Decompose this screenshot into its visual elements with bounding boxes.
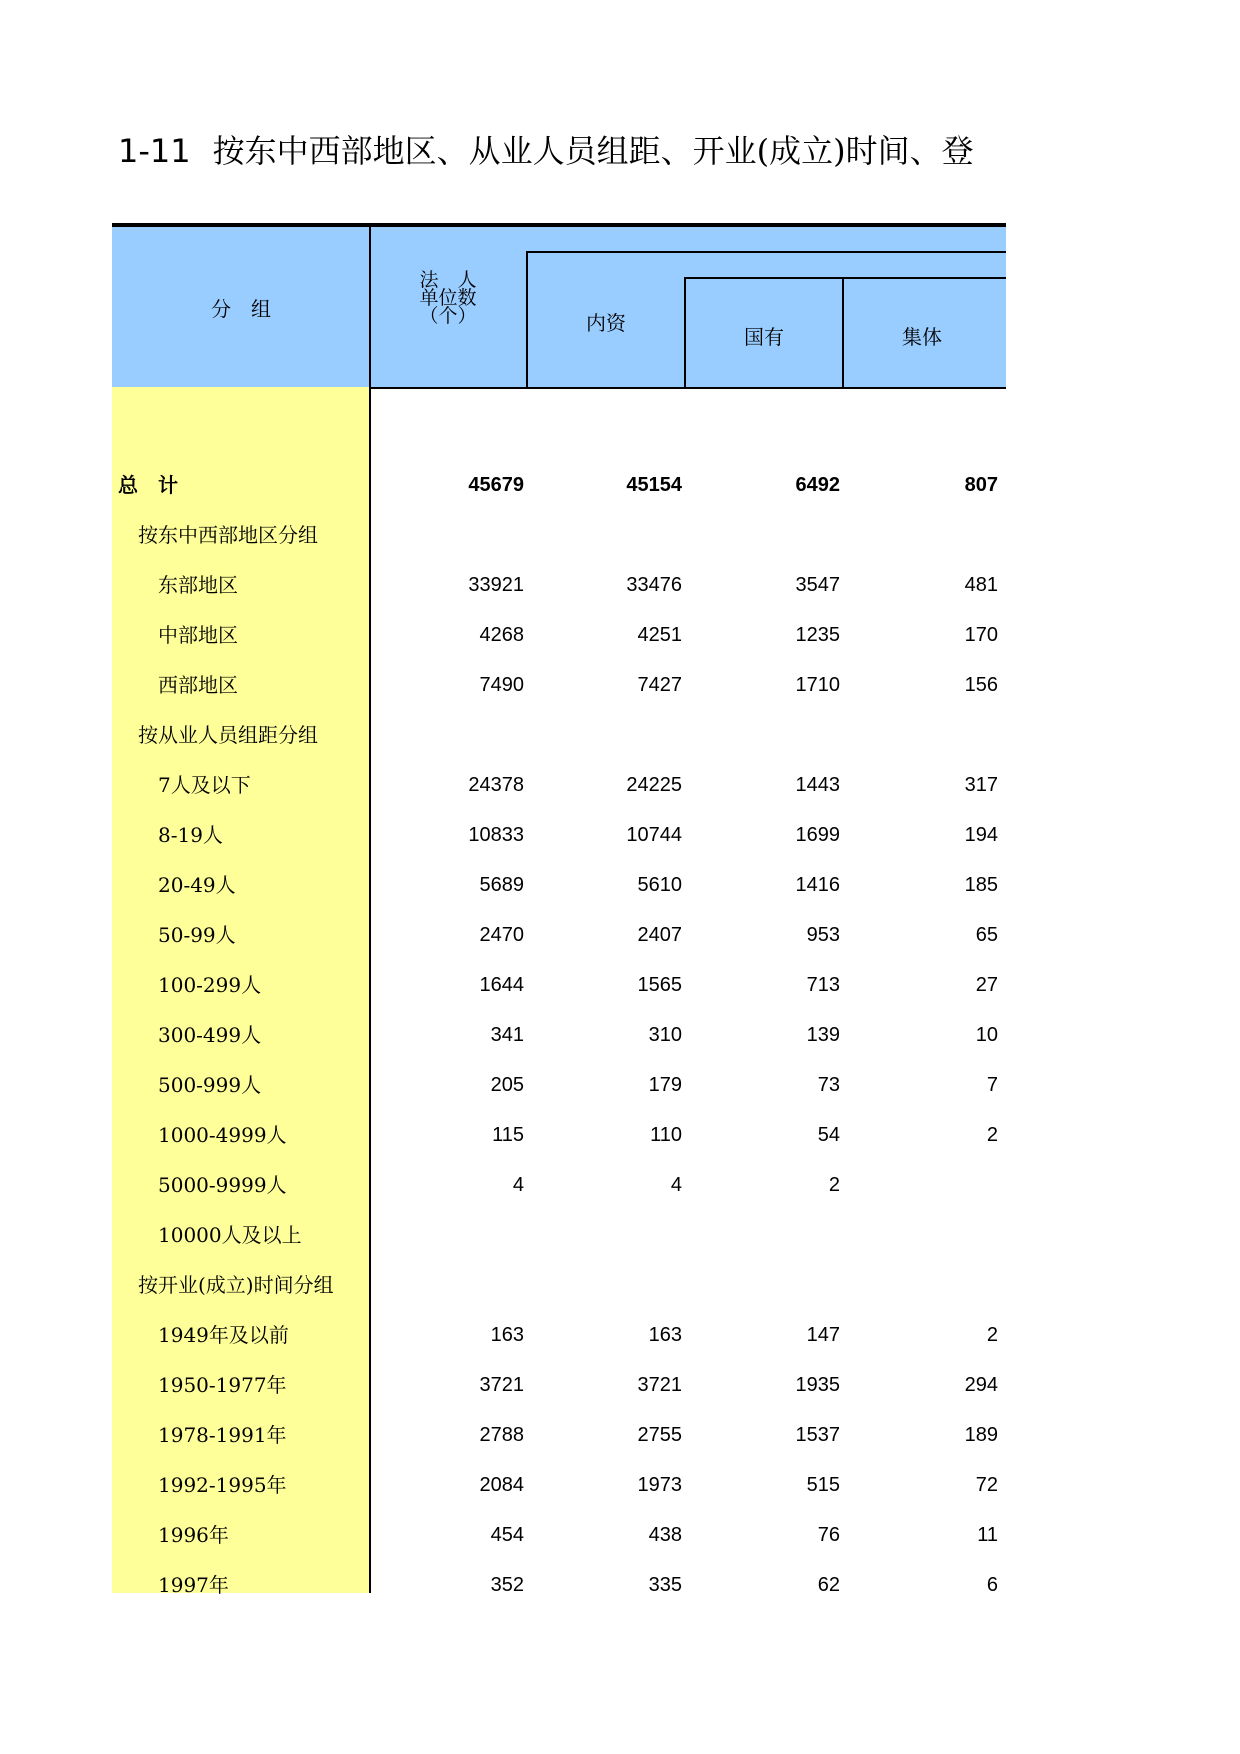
row-label: 总 计 [118, 473, 178, 497]
cell-domestic: 179 [648, 1074, 682, 1096]
cell-collective: 10 [975, 1024, 998, 1046]
cell-state-owned: 2 [828, 1174, 840, 1196]
cell-legal-units: 341 [490, 1024, 524, 1046]
cell-collective: 7 [986, 1074, 998, 1096]
cell-collective [738, 1260, 998, 1310]
table-row [112, 560, 1006, 610]
cell-collective [738, 710, 998, 760]
row-label: 按东中西部地区分组 [138, 523, 318, 547]
cell-legal-units: 163 [490, 1324, 524, 1346]
table-row [112, 460, 1006, 510]
table-row [112, 1410, 1006, 1460]
table-row [112, 1460, 1006, 1510]
cell-domestic: 163 [648, 1324, 682, 1346]
table-row [112, 1110, 1006, 1160]
row-label: 10000人及以上 [158, 1223, 302, 1247]
cell-legal-units: 352 [490, 1574, 524, 1596]
table-row [112, 1310, 1006, 1360]
row-label: 1978-1991年 [158, 1423, 287, 1447]
cell-domestic: 2407 [637, 924, 682, 946]
table-row [112, 860, 1006, 910]
cell-collective: 65 [975, 924, 998, 946]
cell-collective [738, 1210, 998, 1260]
cell-state-owned: 1416 [795, 874, 840, 896]
table-row [112, 1210, 1006, 1260]
table-title-text: 按东中西部地区、从业人员组距、开业(成立)时间、登 [212, 132, 974, 170]
cell-collective [738, 510, 998, 560]
cell-legal-units: 454 [490, 1524, 524, 1546]
cell-legal-units: 10833 [468, 824, 524, 846]
cell-state-owned: 73 [817, 1074, 840, 1096]
table-row [112, 660, 1006, 710]
cell-legal-units: 1644 [479, 974, 524, 996]
cell-legal-units: 4268 [479, 624, 524, 646]
cell-collective: 294 [964, 1374, 998, 1396]
table-row [112, 1060, 1006, 1110]
cell-legal-units: 2470 [479, 924, 524, 946]
table-number: 1-11 [118, 132, 191, 170]
cell-state-owned: 1443 [795, 774, 840, 796]
table-body [112, 460, 1006, 1610]
row-label: 1992-1995年 [158, 1473, 287, 1497]
table-row [112, 1160, 1006, 1210]
cell-domestic: 5610 [637, 874, 682, 896]
row-label: 1997年 [158, 1573, 229, 1597]
cell-legal-units: 2084 [479, 1474, 524, 1496]
cell-collective: 170 [964, 624, 998, 646]
cell-state-owned: 147 [806, 1324, 840, 1346]
cell-collective: 11 [977, 1524, 998, 1546]
data-table [112, 223, 1006, 1597]
row-label: 50-99人 [158, 923, 236, 947]
table-row [112, 1010, 1006, 1060]
cell-domestic: 335 [648, 1574, 682, 1596]
cell-domestic: 10744 [626, 824, 682, 846]
cell-legal-units: 7490 [479, 674, 524, 696]
row-label: 500-999人 [158, 1073, 262, 1097]
cell-collective: 189 [964, 1424, 998, 1446]
cell-collective: 27 [975, 974, 998, 996]
row-label: 20-49人 [158, 873, 236, 897]
table-row [112, 810, 1006, 860]
cell-domestic: 24225 [626, 774, 682, 796]
cell-collective [738, 1160, 998, 1210]
row-label: 1950-1977年 [158, 1373, 287, 1397]
cell-state-owned: 953 [806, 924, 840, 946]
cell-state-owned: 1935 [795, 1374, 840, 1396]
cell-domestic: 4251 [637, 624, 682, 646]
header-collective: 集体 [902, 325, 942, 349]
table-row [112, 710, 1006, 760]
cell-domestic: 7427 [637, 674, 682, 696]
cell-legal-units: 5689 [479, 874, 524, 896]
cell-domestic: 2755 [637, 1424, 682, 1446]
cell-legal-units: 2788 [479, 1424, 524, 1446]
cell-state-owned: 1235 [795, 624, 840, 646]
row-label: 300-499人 [158, 1023, 262, 1047]
table-row [112, 910, 1006, 960]
row-label: 西部地区 [158, 673, 238, 697]
cell-legal-units: 24378 [468, 774, 524, 796]
row-label: 按开业(成立)时间分组 [138, 1273, 334, 1297]
cell-state-owned: 1710 [795, 674, 840, 696]
header-divider-sub [684, 277, 1006, 279]
header-state-owned: 国有 [744, 325, 784, 349]
table-row [112, 1560, 1006, 1610]
cell-domestic: 4 [670, 1174, 682, 1196]
cell-collective: 185 [964, 874, 998, 896]
table-row [112, 1360, 1006, 1410]
cell-legal-units: 3721 [479, 1374, 524, 1396]
cell-collective: 807 [964, 474, 998, 496]
cell-collective: 72 [975, 1474, 998, 1496]
table-row [112, 510, 1006, 560]
cell-domestic: 1973 [637, 1474, 682, 1496]
cell-legal-units: 45679 [468, 474, 524, 496]
table-row [112, 610, 1006, 660]
cell-state-owned: 62 [817, 1574, 840, 1596]
cell-collective: 481 [964, 574, 998, 596]
cell-collective: 6 [986, 1574, 998, 1596]
cell-state-owned: 76 [817, 1524, 840, 1546]
row-label: 1949年及以前 [158, 1323, 289, 1347]
cell-state-owned: 713 [806, 974, 840, 996]
cell-domestic: 110 [650, 1124, 682, 1146]
cell-state-owned: 139 [806, 1024, 840, 1046]
cell-legal-units: 33921 [468, 574, 524, 596]
header-divider-top [526, 251, 1006, 253]
row-label: 1996年 [158, 1523, 229, 1547]
cell-domestic: 3721 [637, 1374, 682, 1396]
cell-state-owned: 1699 [795, 824, 840, 846]
page-title [118, 128, 1008, 174]
cell-legal-units: 4 [512, 1174, 524, 1196]
cell-domestic: 438 [648, 1524, 682, 1546]
header-legal-units: 法 人 单位数 （个） [419, 269, 477, 327]
cell-collective: 194 [964, 824, 998, 846]
cell-state-owned: 515 [806, 1474, 840, 1496]
row-label: 100-299人 [158, 973, 262, 997]
cell-collective: 2 [986, 1124, 998, 1146]
cell-state-owned: 1537 [795, 1424, 840, 1446]
table-row [112, 760, 1006, 810]
header-group: 分 组 [211, 297, 271, 321]
cell-collective: 2 [986, 1324, 998, 1346]
row-label: 东部地区 [158, 573, 238, 597]
cell-domestic: 33476 [626, 574, 682, 596]
table-row [112, 960, 1006, 1010]
table-row [112, 1510, 1006, 1560]
cell-domestic: 1565 [637, 974, 682, 996]
cell-collective: 317 [964, 774, 998, 796]
cell-legal-units: 115 [492, 1124, 524, 1146]
cell-state-owned: 54 [817, 1124, 840, 1146]
header-divider-bottom [370, 387, 1006, 389]
row-label: 中部地区 [158, 623, 238, 647]
header-domestic: 内资 [586, 311, 626, 335]
cell-state-owned: 6492 [795, 474, 840, 496]
row-label: 8-19人 [158, 823, 223, 847]
cell-domestic: 45154 [626, 474, 682, 496]
row-label: 7人及以下 [158, 773, 251, 797]
table-row [112, 1260, 1006, 1310]
row-label: 5000-9999人 [158, 1173, 287, 1197]
cell-state-owned: 3547 [795, 574, 840, 596]
row-label: 1000-4999人 [158, 1123, 287, 1147]
cell-domestic: 310 [648, 1024, 682, 1046]
row-label: 按从业人员组距分组 [138, 723, 318, 747]
cell-legal-units: 205 [490, 1074, 524, 1096]
table-header [112, 223, 1006, 387]
cell-collective: 156 [964, 674, 998, 696]
